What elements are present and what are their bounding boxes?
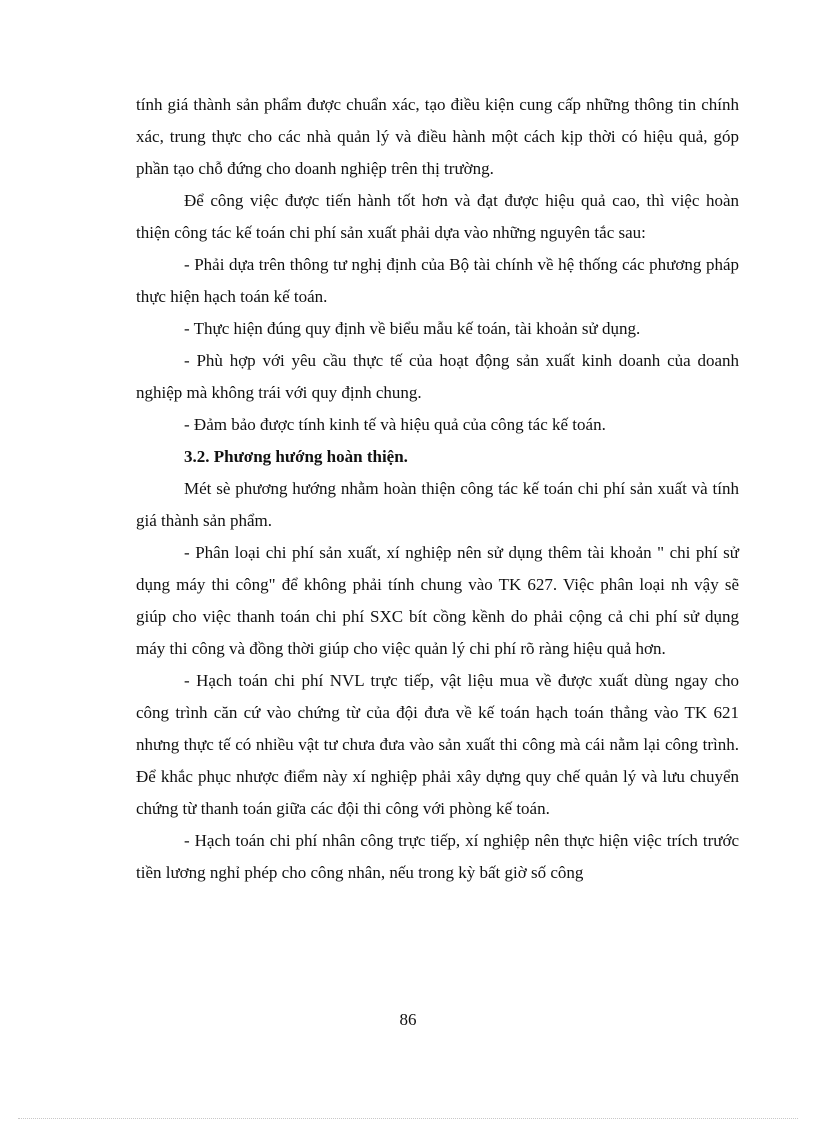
list-item-direction-1: - Phân loại chi phí sản xuất, xí nghiệp nên sử dụng thêm tài khoản " chi phí sử dụng máy thi công" để không phải tính chung vào TK 627. Việc phân loại nh vậy sẽ giúp cho việc thanh toán chi phí SXC bít cồng kềnh do phải cộng cả chi phí sử dụng máy thi công và đồng thời giúp cho việc quản lý chi phí rõ ràng hiệu quả hơn. bbox=[136, 543, 739, 658]
list-item-direction-3: - Hạch toán chi phí nhân công trực tiếp, xí nghiệp nên thực hiện việc trích trước tiền lương nghỉ phép cho công nhân, nếu trong kỳ bất giờ số công bbox=[136, 831, 739, 882]
page-number: 86 bbox=[399, 1010, 417, 1029]
list-item-principle-2: - Thực hiện đúng quy định về biểu mẫu kế toán, tài khoản sử dụng. bbox=[184, 319, 641, 338]
list-item-principle-1: - Phải dựa trên thông tư nghị định của Bộ tài chính về hệ thống các phương pháp thực hiện hạch toán kế toán. bbox=[136, 255, 739, 306]
paragraph-continuation: tính giá thành sản phẩm được chuẩn xác, tạo điều kiện cung cấp những thông tin chính xác, trung thực cho các nhà quản lý và điều hành một cách kịp thời có hiệu quả, góp phần tạo chỗ đứng cho doanh nghiệp trên thị trường. bbox=[136, 95, 739, 178]
page-bottom-divider bbox=[18, 1118, 798, 1119]
body-text bbox=[136, 89, 739, 889]
list-item-principle-4: - Đảm bảo được tính kinh tế và hiệu quả của công tác kế toán. bbox=[184, 415, 606, 434]
list-item-principle-3: - Phù hợp với yêu cầu thực tế của hoạt động sản xuất kinh doanh của doanh nghiệp mà không trái với quy định chung. bbox=[136, 351, 739, 402]
section-heading: 3.2. Phương hướng hoàn thiện. bbox=[184, 447, 408, 466]
list-item-direction-2: - Hạch toán chi phí NVL trực tiếp, vật liệu mua về được xuất dùng ngay cho công trình căn cứ vào chứng từ của đội đưa về kế toán hạch toán thẳng vào TK 621 nhưng thực tế có nhiều vật tư chưa đưa vào sản xuất thi công mà cái nằm lại công trình. Để khắc phục nhược điểm này xí nghiệp phải xây dựng quy chế quản lý và lưu chuyển chứng từ thanh toán giữa các đội thi công với phòng kế toán. bbox=[136, 671, 739, 818]
paragraph-directions-intro: Mét sè phương hướng nhằm hoàn thiện công tác kế toán chi phí sản xuất và tính giá thành sản phẩm. bbox=[136, 479, 739, 530]
paragraph-intro-principles: Để công việc được tiến hành tốt hơn và đạt được hiệu quả cao, thì việc hoàn thiện công tác kế toán chi phí sản xuất phải dựa vào những nguyên tắc sau: bbox=[136, 191, 739, 242]
